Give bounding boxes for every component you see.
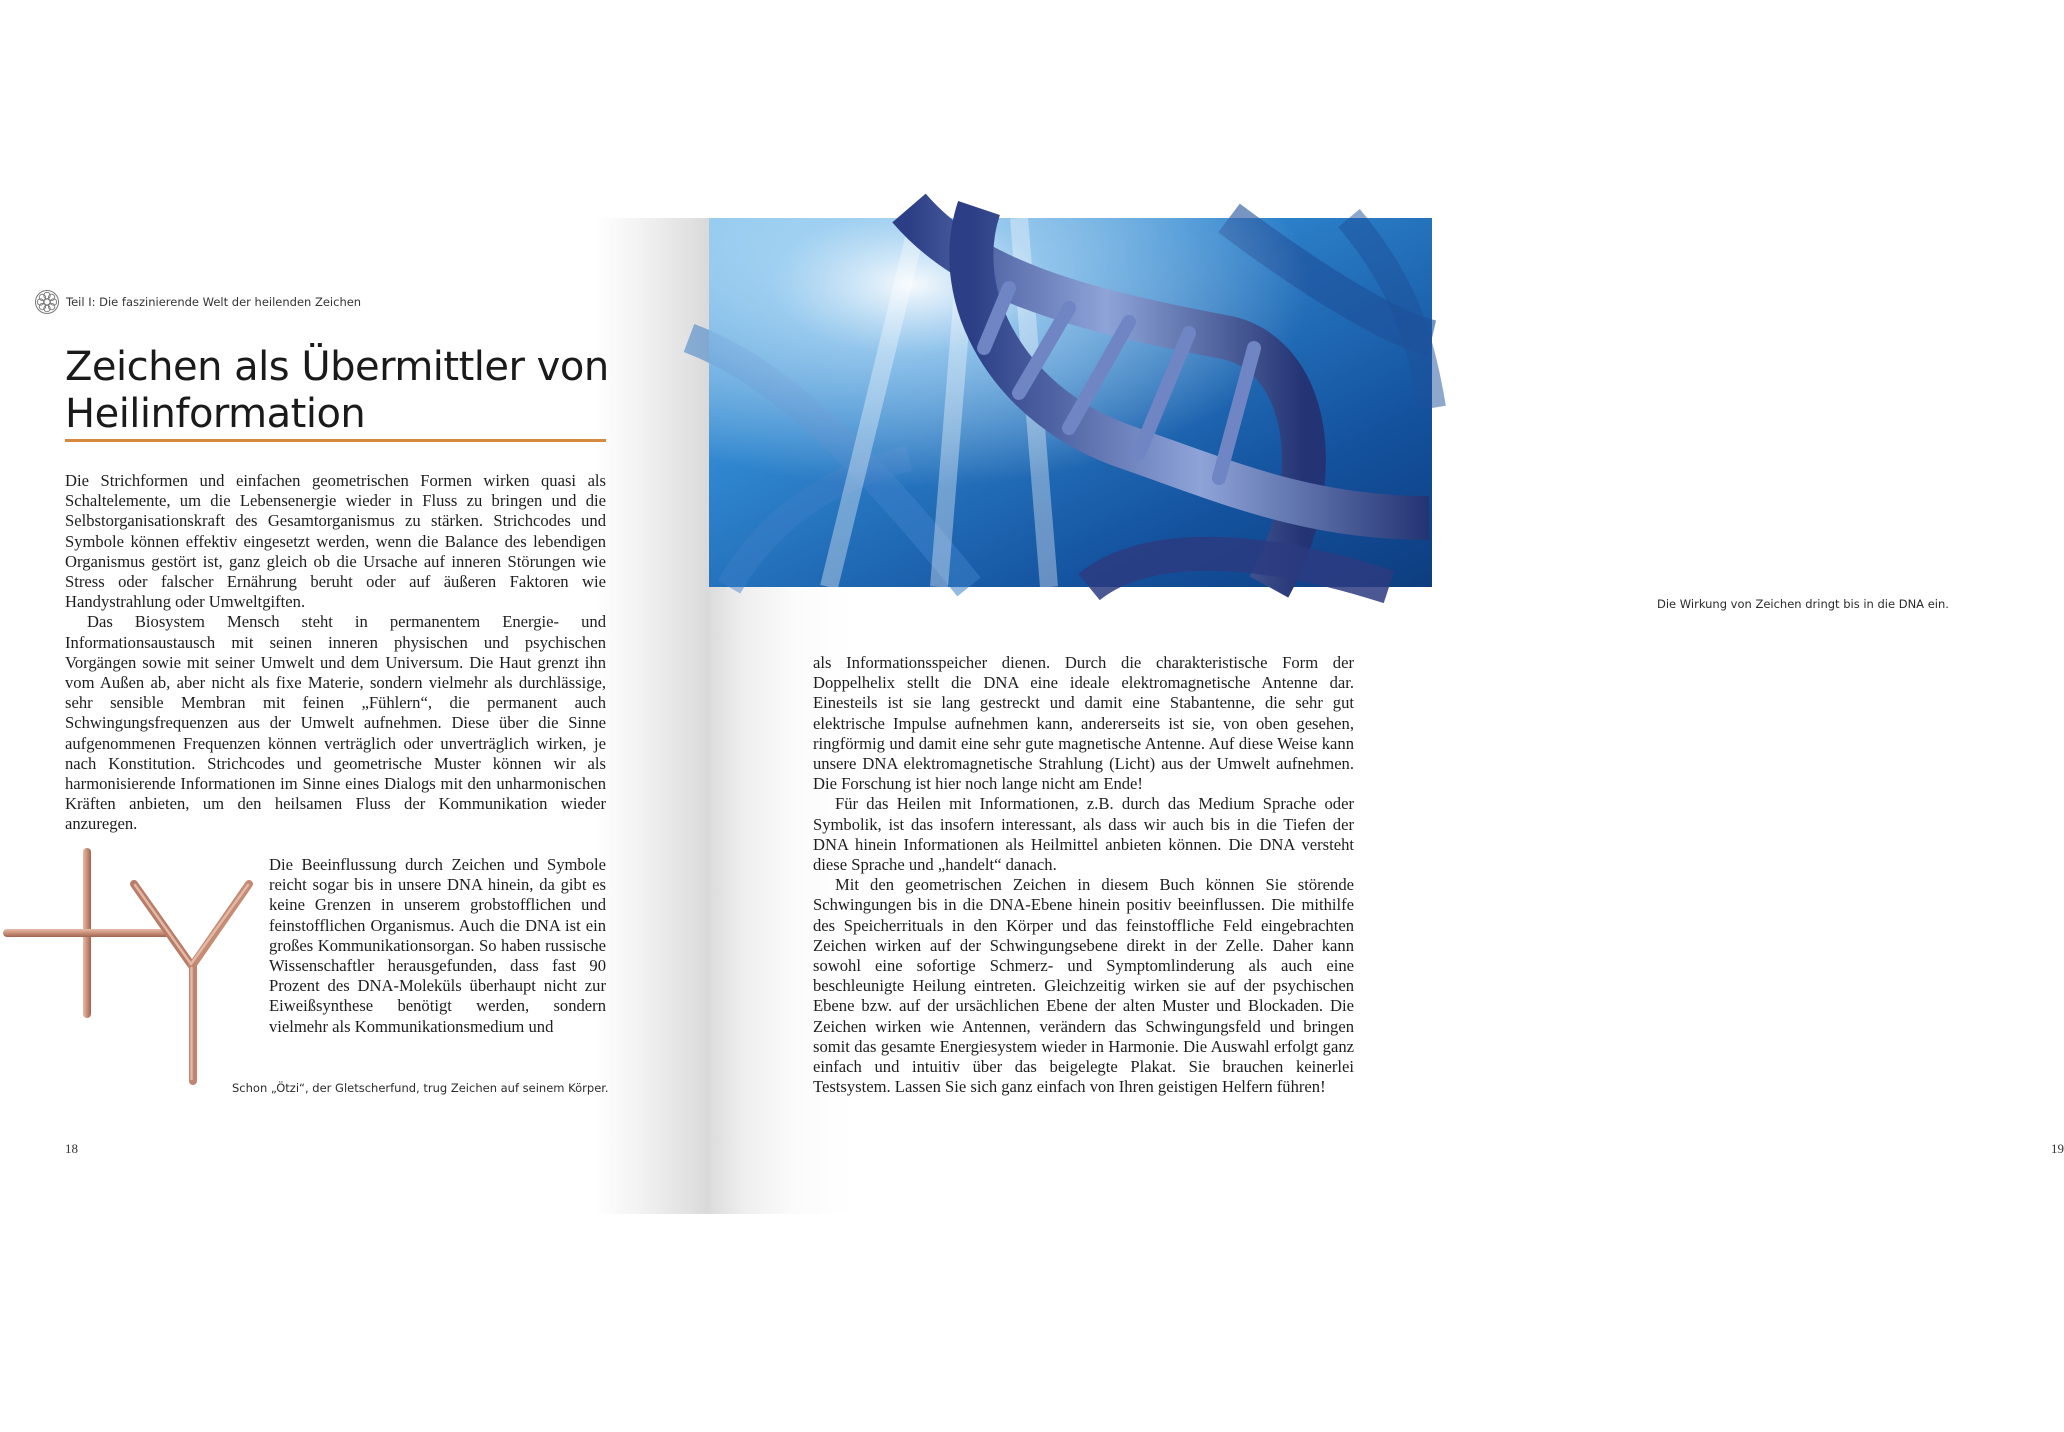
left-image-caption: Schon „Ötzi“, der Gletscherfund, trug Zeichen auf seinem Körper.: [232, 1081, 609, 1095]
right-body-text: [813, 653, 1354, 1097]
paragraph: Das Biosystem Mensch steht in permanentem Energie- und Informationsaustausch mit seinen inneren physischen und psychischen Vorgängen sowie mit seiner Umwelt und dem Universum. Die Haut grenzt ihn vom Außen ab, aber nicht als fixe Materie, sondern vielmehr als durchlässige, sehr sensible Membran mit feinen „Fühlern“, die permanent auch Schwingungsfrequenzen aus der Umwelt aufnehmen. Diese über die Sinne aufgenommenen Frequenzen können verträglich oder unverträglich wirken, je nach Konstitution. Strichcodes und geometrische Muster können wir als harmonisierende Informationen im Sinne eines Dialogs mit den unharmonischen Kräften anbieten, um den heilsamen Fluss der Kommunikation wieder anzuregen.: [65, 612, 606, 834]
left-page: [0, 218, 709, 1214]
chapter-title-line-2: Heilinformation: [65, 391, 366, 437]
left-body-text: [65, 471, 606, 835]
wrapped-body-text: [269, 855, 606, 1037]
page-number-right: 19: [2051, 1141, 2064, 1156]
chapter-title-line-1: Zeichen als Übermittler von: [65, 344, 609, 390]
copper-symbols-illustration: [0, 848, 270, 1138]
right-image-caption: Die Wirkung von Zeichen dringt bis in die DNA ein.: [1657, 597, 1949, 611]
page-number-left: 18: [65, 1141, 78, 1156]
book-spread: [0, 218, 2064, 1214]
paragraph: Für das Heilen mit Informationen, z.B. durch das Medium Sprache oder Symbolik, ist das insofern interessant, als dass wir auch bis in die Tiefen der DNA hinein Informationen als Heilmittel anbieten können. Die DNA versteht diese Sprache und „handelt“ danach.: [813, 794, 1354, 875]
dna-helix-photo: [709, 218, 1432, 587]
cross-symbol: [3, 848, 171, 1018]
y-symbol: [134, 884, 249, 1081]
paragraph: als Informationsspeicher dienen. Durch die charakteristische Form der Doppelhelix stellt die DNA eine ideale elektromagnetische Antenne dar. Einesteils ist sie lang gestreckt und damit eine Stabantenne, die sehr gut elektrische Impulse aufnehmen kann, andererseits ist sie, von oben gesehen, ringförmig und damit eine sehr gute magnetische Antenne. Auf diese Weise kann unsere DNA elektromagnetische Strahlung (Licht) aus der Umwelt aufnehmen. Die Forschung ist hier noch lange nicht am Ende!: [813, 653, 1354, 794]
running-head-text: Teil I: Die faszinierende Welt der heilenden Zeichen: [66, 295, 362, 309]
title-rule: [65, 439, 606, 442]
paragraph: Mit den geometrischen Zeichen in diesem Buch können Sie störende Schwingungen bis in die DNA-Ebene hinein positiv beeinflussen. Die mithilfe des Speicherrituals in den Körper und das feinstoffliche Feld eingebrachten Zeichen wirken auf der Schwingungsebene direkt in der Zelle. Daher kann sowohl eine sofortige Schmerz- und Symptomlinderung als auch eine beschleunigte Heilung eintreten. Gleichzeitig wirken sie auf der psychischen Ebene bzw. auf der ursächlichen Ebene der alten Muster und Blockaden. Die Zeichen wirken wie Antennen, verändern das Schwingungsfeld und bringen somit das gesamte Energiesystem wieder in Harmonie. Die Auswahl erfolgt ganz einfach und intuitiv über das beigelegte Plakat. Sie brauchen keinerlei Testsystem. Lassen Sie sich ganz einfach von Ihren geistigen Helfern führen!: [813, 875, 1354, 1097]
running-head: [34, 290, 361, 314]
chapter-title: [65, 344, 625, 438]
paragraph: Die Beeinflussung durch Zeichen und Symbole reicht sogar bis in unsere DNA hinein, da gibt es keine Grenzen in unserem grobstofflichen und feinstofflichen Organismus. Auch die DNA ist ein großes Kommunikationsorgan. So haben russische Wissenschaftler herausgefunden, dass fast 90 Prozent des DNA-Moleküls überhaupt nicht zur Eiweißsynthese benötigt werden, sondern vielmehr als Kommunikationsmedium und: [269, 855, 606, 1036]
rosette-icon: [34, 289, 60, 315]
paragraph: Die Strichformen und einfachen geometrischen Formen wirken quasi als Schaltelemente, um die Lebensenergie wieder in Fluss zu bringen und die Selbstorganisationskraft des Gesamtorganismus zu stärken. Strichcodes und Symbole können effektiv eingesetzt werden, wenn die Balance des lebendigen Organismus gestört ist, ganz gleich ob die Ursache auf inneren Störungen wie Stress oder falscher Ernährung beruht oder auf äußeren Faktoren wie Handystrahlung oder Umweltgiften.: [65, 471, 606, 612]
